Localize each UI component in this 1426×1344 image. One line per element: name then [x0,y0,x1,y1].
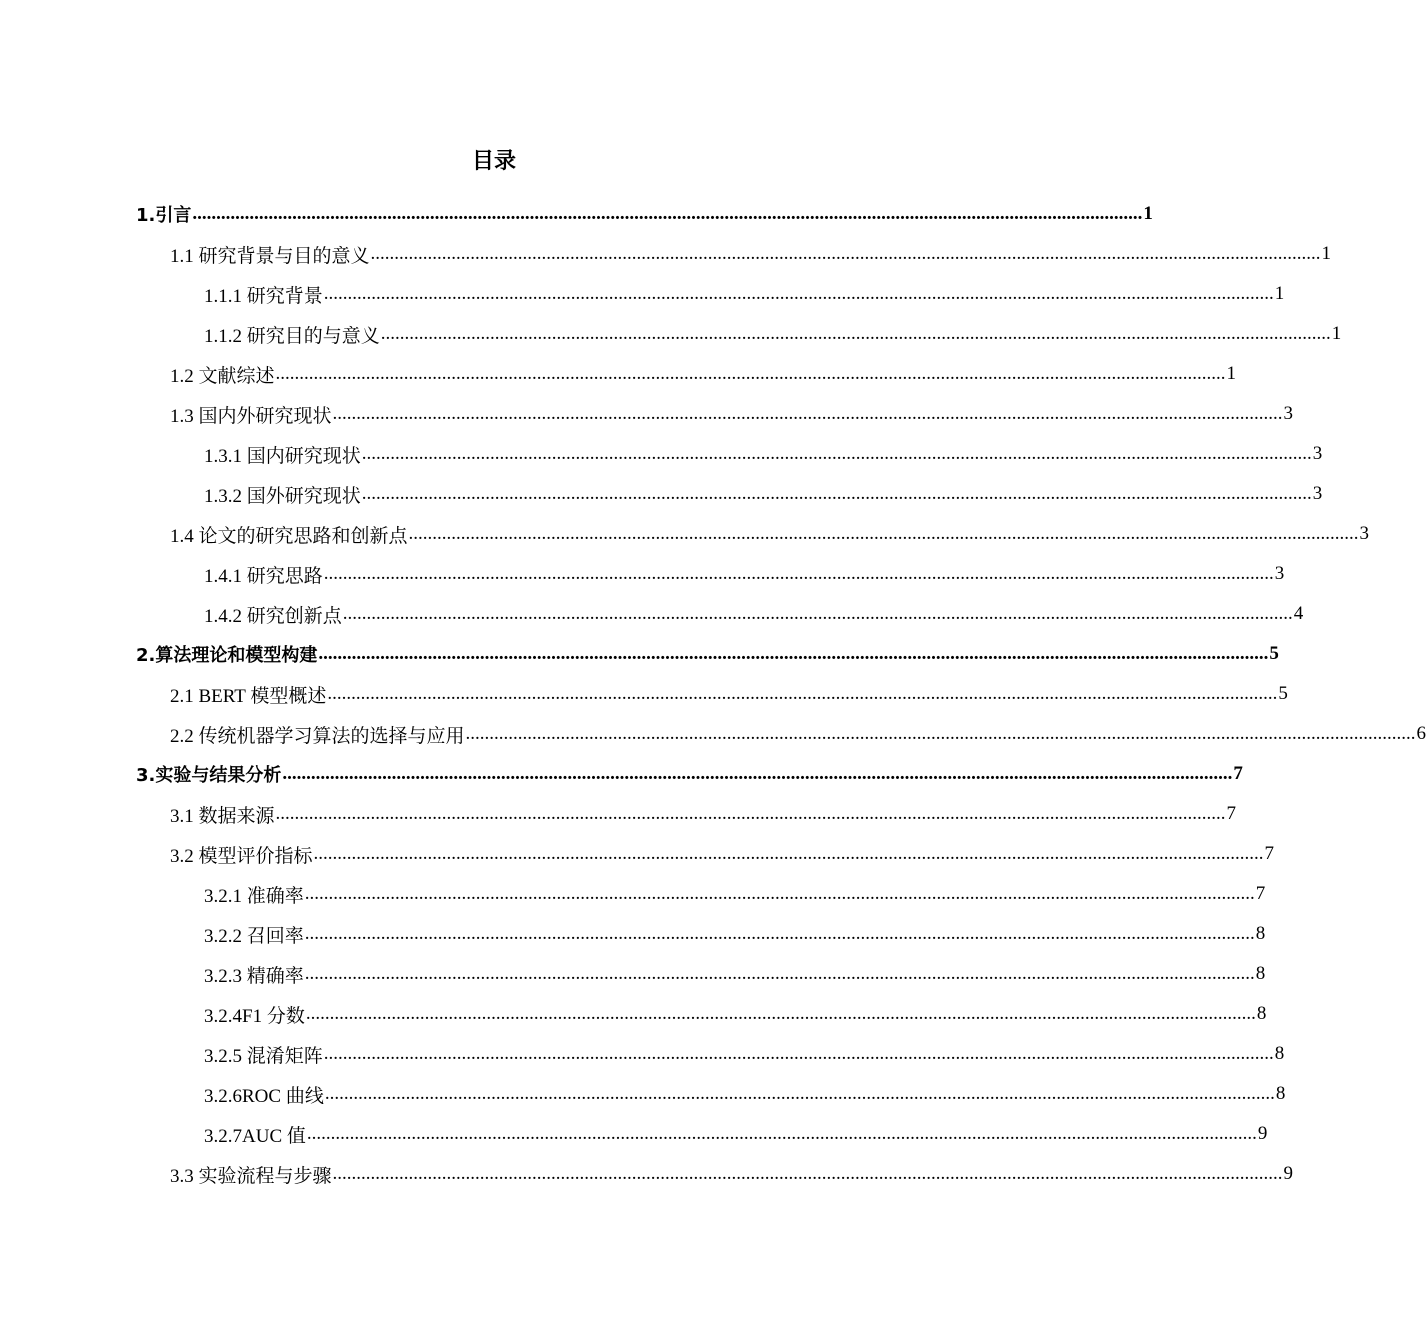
toc-entry-page-number: 3 [1283,403,1294,424]
toc-entry-page-number: 9 [1257,1123,1268,1144]
toc-title: 目录 [471,149,516,174]
toc-entry[interactable] [204,1114,1268,1154]
toc-entry-title: 3.2.7AUC 值 [204,1125,306,1147]
toc-entry[interactable] [170,794,1237,834]
toc-entry-title: 1.2 文献综述 [170,365,275,387]
toc-entry-title: 3.2.2 召回率 [204,925,304,947]
toc-entry-title: 3.2 模型评价指标 [170,845,313,867]
toc-leader-dots: ........................................................................................................................................................................................................ [361,443,1312,464]
toc-leader-dots: ........................................................................................................................................................................................................ [275,803,1226,824]
toc-leader-dots: ........................................................................................................................................................................................................ [332,1163,1283,1184]
toc-entry-page-number: 1 [1321,243,1332,264]
toc-entry[interactable] [136,194,1153,234]
toc-leader-dots: ........................................................................................................................................................................................................ [361,483,1312,504]
toc-entry-title: 1.3 国内外研究现状 [170,405,332,427]
toc-entry-page-number: 8 [1255,923,1266,944]
toc-entry[interactable] [170,834,1275,874]
toc-entry-title: 3.3 实验流程与步骤 [170,1165,332,1187]
toc-entry-page-number: 3 [1312,483,1323,504]
toc-entry-page-number: 8 [1275,1083,1286,1104]
toc-leader-dots: ........................................................................................................................................................................................................ [306,1123,1257,1144]
toc-entry[interactable] [204,994,1267,1034]
toc-entry-page-number: 7 [1226,803,1237,824]
toc-entry[interactable] [170,394,1294,434]
toc-leader-dots: ........................................................................................................................................................................................................ [323,563,1274,584]
toc-entry-title: 1.3.1 国内研究现状 [204,445,361,467]
toc-entry-page-number: 3 [1359,523,1370,544]
toc-entry-title: 3.2.1 准确率 [204,885,304,907]
toc-entry-title: 3.2.5 混淆矩阵 [204,1045,323,1067]
toc-entry[interactable] [204,554,1285,594]
toc-entry-page-number: 1 [1274,283,1285,304]
toc-entry-page-number: 4 [1293,603,1304,624]
toc-entry[interactable] [136,754,1243,794]
toc-leader-dots: ........................................................................................................................................................................................................ [305,1003,1256,1024]
toc-entry-page-number: 7 [1255,883,1266,904]
toc-entry-title: 1.1 研究背景与目的意义 [170,245,370,267]
toc-entry-page-number: 1 [1143,203,1153,224]
toc-entry[interactable] [204,1074,1286,1114]
toc-entry[interactable] [204,274,1285,314]
toc-leader-dots: ........................................................................................................................................................................................................ [304,923,1255,944]
toc-entry-title: 1.3.2 国外研究现状 [204,485,361,507]
toc-entry-title: 1.4.2 研究创新点 [204,605,342,627]
toc-entry[interactable] [204,314,1342,354]
toc-leader-dots: ........................................................................................................................................................................................................ [275,363,1226,384]
toc-entry-title: 1.4.1 研究思路 [204,565,323,587]
toc-entry-page-number: 9 [1283,1163,1294,1184]
toc-leader-dots: ........................................................................................................................................................................................................ [304,883,1255,904]
toc-entry-page-number: 5 [1278,683,1288,704]
toc-entry-title: 3.2.6ROC 曲线 [204,1085,324,1107]
toc-entry-title: 2.2 传统机器学习算法的选择与应用 [170,725,465,747]
toc-entry[interactable] [204,954,1266,994]
toc-leader-dots: ........................................................................................................................................................................................................ [324,1083,1275,1104]
toc-entry-title: 2.算法理论和模型构建 [136,645,318,666]
toc-leader-dots: ........................................................................................................................................................................................................ [323,283,1274,304]
toc-entry-page-number: 8 [1274,1043,1285,1064]
toc-entry-title: 3.1 数据来源 [170,805,275,827]
toc-entry-title: 1.4 论文的研究思路和创新点 [170,525,408,547]
toc-entry-title: 1.1.2 研究目的与意义 [204,325,380,347]
toc-leader-dots: ........................................................................................................................................................................................................ [380,323,1331,344]
toc-leader-dots: ........................................................................................................................................................................................................ [304,963,1255,984]
toc-leader-dots: ........................................................................................................................................................................................................ [327,683,1278,704]
toc-entry-title: 2.1 BERT 模型概述 [170,685,327,707]
toc-entry[interactable] [170,234,1332,274]
toc-entry-title: 1.1.1 研究背景 [204,285,323,307]
toc-entry-page-number: 3 [1274,563,1285,584]
toc-entry[interactable] [204,1034,1285,1074]
toc-leader-dots: ........................................................................................................................................................................................................ [323,1043,1274,1064]
toc-entry-page-number: 5 [1269,643,1279,664]
toc-entry[interactable] [170,674,1288,714]
toc-entry-page-number: 7 [1264,843,1275,864]
toc-leader-dots: ........................................................................................................................................................................................................ [318,643,1269,664]
toc-entry[interactable] [170,1154,1294,1194]
toc-entry-page-number: 1 [1331,323,1342,344]
toc-entry-title: 3.2.4F1 分数 [204,1005,305,1027]
toc-leader-dots: ........................................................................................................................................................................................................ [332,403,1283,424]
toc-entry-page-number: 7 [1233,763,1243,784]
toc-entry-page-number: 1 [1226,363,1237,384]
toc-leader-dots: ........................................................................................................................................................................................................ [370,243,1321,264]
toc-entry[interactable] [204,474,1323,514]
toc-entry-title: 3.实验与结果分析 [136,765,282,786]
toc-entry-page-number: 8 [1256,1003,1267,1024]
toc-entry[interactable] [204,874,1266,914]
toc-entry[interactable] [204,434,1323,474]
toc-leader-dots: ........................................................................................................................................................................................................ [342,603,1293,624]
toc-entry[interactable] [170,514,1370,554]
toc-leader-dots: ........................................................................................................................................................................................................ [192,203,1143,224]
toc-entry-page-number: 3 [1312,443,1323,464]
toc-leader-dots: ........................................................................................................................................................................................................ [408,523,1359,544]
toc-entry-page-number: 8 [1255,963,1266,984]
toc-entry[interactable] [204,594,1304,634]
toc-entry-title: 1.引言 [136,205,192,226]
toc-entry[interactable] [204,914,1266,954]
toc-entry[interactable] [170,354,1237,394]
toc-leader-dots: ........................................................................................................................................................................................................ [282,763,1233,784]
toc-leader-dots: ........................................................................................................................................................................................................ [465,723,1416,744]
toc-leader-dots: ........................................................................................................................................................................................................ [313,843,1264,864]
toc-entry-title: 3.2.3 精确率 [204,965,304,987]
toc-entry-page-number: 6 [1416,723,1426,744]
toc-entry[interactable] [136,634,1279,674]
toc-entry[interactable] [170,714,1426,754]
